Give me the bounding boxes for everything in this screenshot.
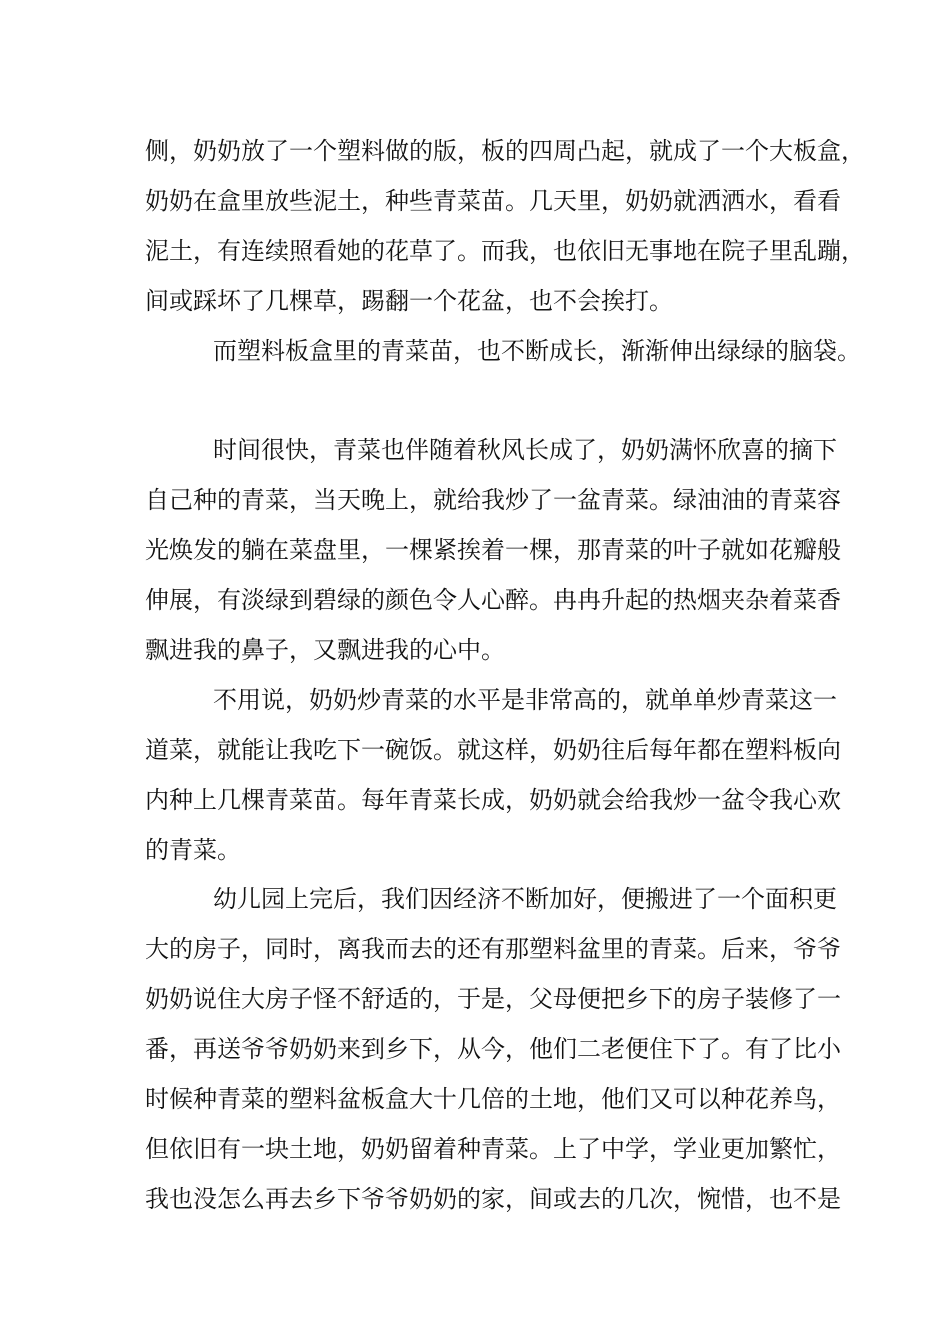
text-line-20: 但依旧有一块土地，奶奶留着种青菜。上了中学，学业更加繁忙， — [145, 1135, 841, 1163]
text-line-6: 时间很快，青菜也伴随着秋风长成了，奶奶满怀欣喜的摘下 — [213, 436, 837, 464]
text-line-13: 内种上几棵青菜苗。每年青菜长成，奶奶就会给我炒一盆令我心欢 — [145, 786, 841, 814]
text-line-19: 时候种青菜的塑料盆板盒大十几倍的土地，他们又可以种花养鸟， — [145, 1085, 841, 1113]
text-line-10: 飘进我的鼻子，又飘进我的心中。 — [145, 636, 505, 664]
text-line-4: 间或踩坏了几棵草，踢翻一个花盆，也不会挨打。 — [145, 287, 673, 315]
text-line-9: 伸展，有淡绿到碧绿的颜色令人心醉。冉冉升起的热烟夹杂着菜香 — [145, 586, 841, 614]
text-line-7: 自己种的青菜，当天晚上，就给我炒了一盆青菜。绿油油的青菜容 — [145, 486, 841, 514]
text-line-3: 泥土，有连续照看她的花草了。而我，也依旧无事地在院子里乱蹦， — [145, 237, 865, 265]
text-line-17: 奶奶说住大房子怪不舒适的，于是，父母便把乡下的房子装修了一 — [145, 985, 841, 1013]
text-line-21: 我也没怎么再去乡下爷爷奶奶的家，间或去的几次，惋惜，也不是 — [145, 1185, 841, 1213]
text-line-18: 番，再送爷爷奶奶来到乡下，从今，他们二老便住下了。有了比小 — [145, 1035, 841, 1063]
text-line-8: 光焕发的躺在菜盘里，一棵紧挨着一棵，那青菜的叶子就如花瓣般 — [145, 536, 841, 564]
text-line-5: 而塑料板盒里的青菜苗，也不断成长，渐渐伸出绿绿的脑袋。 — [213, 337, 861, 365]
text-line-11: 不用说，奶奶炒青菜的水平是非常高的，就单单炒青菜这一 — [213, 686, 837, 714]
text-line-2: 奶奶在盒里放些泥土，种些青菜苗。几天里，奶奶就洒洒水，看看 — [145, 187, 841, 215]
text-line-1: 侧，奶奶放了一个塑料做的版，板的四周凸起，就成了一个大板盒， — [145, 137, 865, 165]
text-line-12: 道菜，就能让我吃下一碗饭。就这样，奶奶往后每年都在塑料板向 — [145, 736, 841, 764]
text-line-16: 大的房子，同时，离我而去的还有那塑料盆里的青菜。后来，爷爷 — [145, 935, 841, 963]
text-line-15: 幼儿园上完后，我们因经济不断加好，便搬进了一个面积更 — [213, 885, 837, 913]
text-line-14: 的青菜。 — [145, 836, 241, 864]
